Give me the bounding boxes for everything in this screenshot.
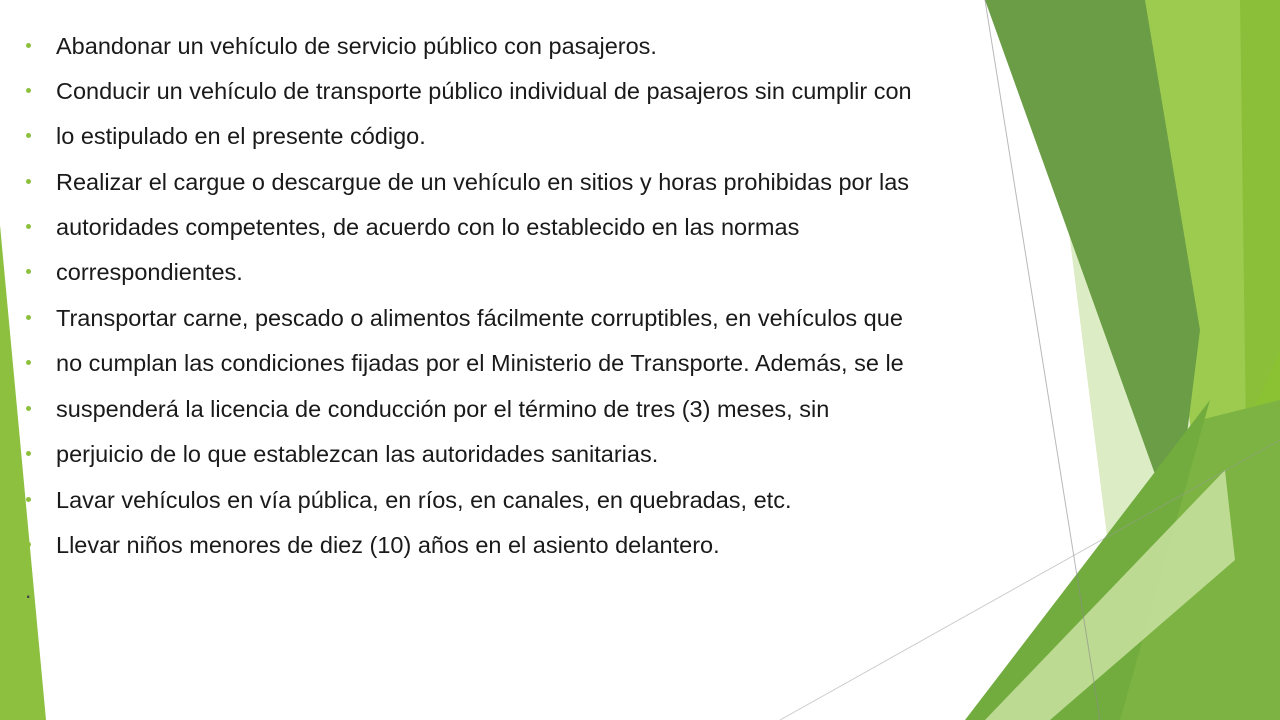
bullet-item xyxy=(0,341,1100,381)
bullet-text: suspenderá la licencia de conducción por el término de tres (3) meses, sin xyxy=(56,396,830,422)
bullet-dot-icon xyxy=(26,497,31,502)
bullet-item xyxy=(0,160,1100,200)
bullet-item xyxy=(0,387,1100,427)
bullet-text: Llevar niños menores de diez (10) años en el asiento delantero. xyxy=(56,532,720,558)
bullet-text: perjuicio de lo que establezcan las autoridades sanitarias. xyxy=(56,441,659,467)
bullet-item xyxy=(0,250,1100,290)
bullet-dot-icon xyxy=(26,133,31,138)
bullet-text: Conducir un vehículo de transporte público individual de pasajeros sin cumplir con xyxy=(56,78,912,104)
bullet-dot-icon xyxy=(26,542,31,547)
bullet-text: Transportar carne, pescado o alimentos fácilmente corruptibles, en vehículos que xyxy=(56,305,903,331)
bullet-dot-icon xyxy=(26,179,31,184)
bullet-text: Realizar el cargue o descargue de un vehículo en sitios y horas prohibidas por las xyxy=(56,169,910,195)
bullet-dot-icon xyxy=(26,269,31,274)
bullet-text: autoridades competentes, de acuerdo con lo establecido en las normas xyxy=(56,214,800,240)
bullet-item xyxy=(0,69,1100,109)
bullet-dot-icon xyxy=(26,43,31,48)
bullet-item xyxy=(0,24,1100,64)
bullet-item xyxy=(0,478,1100,518)
bullet-item xyxy=(0,205,1100,245)
bullet-dot-icon xyxy=(26,315,31,320)
bullet-text: Lavar vehículos en vía pública, en ríos, en canales, en quebradas, etc. xyxy=(56,487,792,513)
bullet-dot-icon xyxy=(26,360,31,365)
bullet-text: no cumplan las condiciones fijadas por el Ministerio de Transporte. Además, se le xyxy=(56,350,904,376)
bullet-dot-icon xyxy=(26,224,31,229)
trailing-period: . xyxy=(25,577,32,603)
bullet-dot-icon xyxy=(26,88,31,93)
bullet-item xyxy=(0,114,1100,154)
bullet-text: Abandonar un vehículo de servicio público con pasajeros. xyxy=(56,33,657,59)
bullet-item xyxy=(0,523,1100,563)
bullet-text: lo estipulado en el presente código. xyxy=(56,123,426,149)
bullet-text: correspondientes. xyxy=(56,259,243,285)
bullet-item xyxy=(0,296,1100,336)
bullet-item xyxy=(0,432,1100,472)
bullet-dot-icon xyxy=(26,451,31,456)
bullet-dot-icon xyxy=(26,406,31,411)
